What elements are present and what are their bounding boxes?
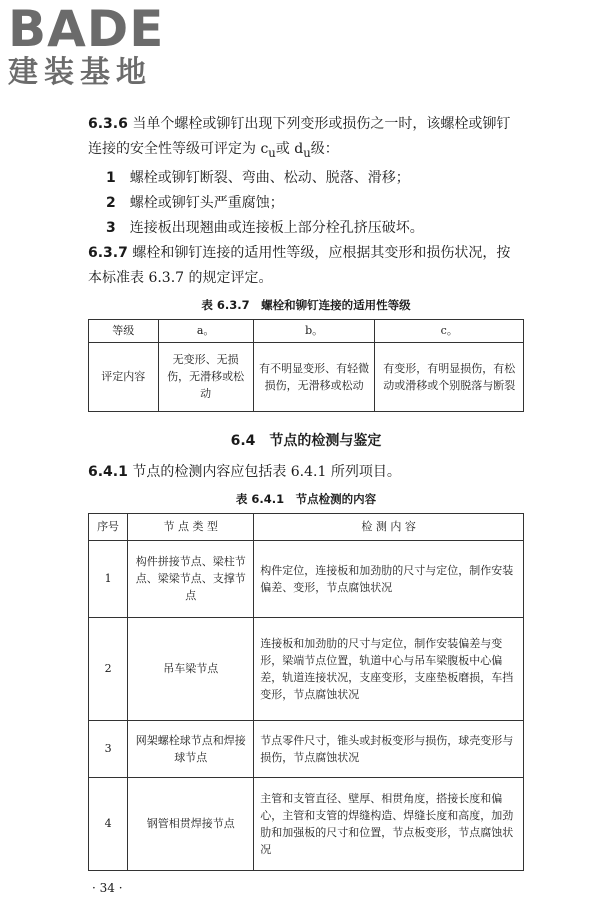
grade-subscript: u <box>303 145 311 160</box>
node-type: 网架螺栓球节点和焊接球节点 <box>128 720 254 777</box>
item-text: 螺栓或铆钉断裂、弯曲、松动、脱落、滑移； <box>129 169 410 186</box>
table-row <box>89 777 524 870</box>
item-number: 1 <box>106 169 116 186</box>
table-row <box>89 617 524 720</box>
table-header: 序号 <box>89 513 128 540</box>
table-header: 检 测 内 容 <box>254 513 524 540</box>
row-label: 评定内容 <box>89 342 159 411</box>
table-6-3-7 <box>88 319 524 412</box>
inspection-content: 连接板和加劲肋的尺寸与定位，制作安装偏差与变形，梁端节点位置，轨道中心与吊车梁腹板中心偏差，轨道连接状况，支座变形，支座垫板磨损，车挡变形，节点腐蚀状况 <box>254 617 524 720</box>
row-number: 4 <box>89 777 128 870</box>
section-number: 6.4 <box>230 432 256 449</box>
section-title: 节点的检测与鉴定 <box>269 432 382 449</box>
page-body <box>88 112 524 895</box>
clause-6-3-7 <box>88 241 524 291</box>
table-header: 等级 <box>89 319 159 342</box>
table-cell: 有变形，有明显损伤，有松动或滑移或个别脱落与断裂 <box>375 342 524 411</box>
clause-number: 6.3.6 <box>88 116 128 132</box>
table-6-4-1 <box>88 513 524 871</box>
clause-text: 当单个螺栓或铆钉出现下列变形或损伤之一时，该螺栓或铆钉连接的安全性等级可评定为 c <box>88 116 511 157</box>
row-number: 3 <box>89 720 128 777</box>
item-number: 2 <box>106 194 116 211</box>
clause-text: 节点的检测内容应包括表 6.4.1 所列项目。 <box>132 463 401 480</box>
table-row <box>89 540 524 617</box>
node-type: 构件拼接节点、梁柱节点、梁梁节点、支撑节点 <box>128 540 254 617</box>
logo-subtitle: 建装基地 <box>8 55 152 90</box>
item-text: 螺栓或铆钉头严重腐蚀； <box>129 194 284 211</box>
item-number: 3 <box>106 219 116 236</box>
grade-subscript: u <box>268 145 276 160</box>
section-heading <box>88 430 524 450</box>
list-item <box>88 166 524 191</box>
row-number: 2 <box>89 617 128 720</box>
clause-text: 螺栓和铆钉连接的适用性等级，应根据其变形和损伤状况，按本标准表 6.3.7 的规定评定。 <box>88 244 511 286</box>
table-header: c。 <box>375 319 524 342</box>
list-item <box>88 191 524 216</box>
node-type: 吊车梁节点 <box>128 617 254 720</box>
clause-6-3-6 <box>88 112 524 166</box>
list-item <box>88 216 524 241</box>
clause-text-cont: 或 d <box>275 141 304 157</box>
table-cell: 有不明显变形、有轻微损伤，无滑移或松动 <box>253 342 375 411</box>
clause-6-4-1 <box>88 460 524 485</box>
table-cell: 无变形、无损伤，无滑移或松动 <box>158 342 253 411</box>
table-row <box>89 720 524 777</box>
node-type: 钢管相贯焊接节点 <box>128 777 254 870</box>
item-text: 连接板出现翘曲或连接板上部分栓孔挤压破坏。 <box>129 219 424 236</box>
inspection-content: 节点零件尺寸，锥头或封板变形与损伤，球壳变形与损伤，节点腐蚀状况 <box>254 720 524 777</box>
clause-number: 6.3.7 <box>88 244 128 261</box>
clause-text-end: 级： <box>310 141 339 157</box>
logo <box>8 0 165 90</box>
table-header: 节 点 类 型 <box>128 513 254 540</box>
inspection-content: 主管和支管直径、壁厚、相贯角度，搭接长度和偏心，主管和支管的焊缝构造、焊缝长度和高度，加劲肋和加强板的尺寸和位置，节点板变形，节点腐蚀状况 <box>254 777 524 870</box>
row-number: 1 <box>89 540 128 617</box>
table-caption: 表 6.4.1 节点检测的内容 <box>235 491 377 506</box>
table-caption: 表 6.3.7 螺栓和铆钉连接的适用性等级 <box>201 297 411 312</box>
inspection-content: 构件定位，连接板和加劲肋的尺寸与定位，制作安装偏差、变形，节点腐蚀状况 <box>254 540 524 617</box>
logo-wordmark: BADE <box>8 0 165 58</box>
table-header: a。 <box>158 319 253 342</box>
table-header: b。 <box>253 319 375 342</box>
page-number: · 34 · <box>92 880 123 895</box>
clause-number: 6.4.1 <box>88 463 128 480</box>
